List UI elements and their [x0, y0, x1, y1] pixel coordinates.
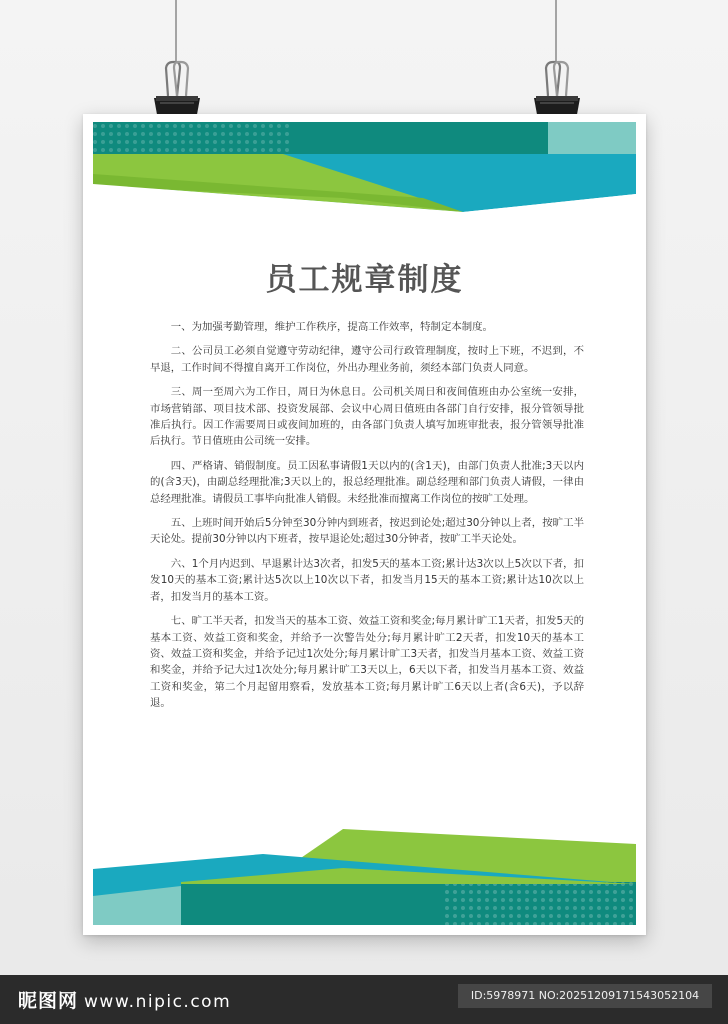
page-title: 员工规章制度	[265, 262, 464, 298]
rules-body	[150, 319, 584, 720]
rule-paragraph: 七、旷工半天者，扣发当天的基本工资、效益工资和奖金;每月累计旷工1天者，扣发5天的基本工资、效益工资和奖金，并给予一次警告处分;每月累计旷工2天者，扣发10天的基本工资、效益工资和奖金，并给予记过1次处分;每月累计旷工3天者，扣发当月基本工资、效益工资和奖金，并给予记大过1次处分;每月累计旷工3天以上，6天以下者，扣发当月基本工资、效益工资和奖金，第二个月起留用察看，发放基本工资;每月累计旷工6天以上者(含6天)，予以辞退。	[150, 615, 584, 710]
rule-paragraph: 四、严格请、销假制度。员工因私事请假1天以内的(含1天)，由部门负责人批准;3天以内的(含3天)，由副总经理批准;3天以上的，报总经理批准。副总经理和部门负责人请假，一律由总经理批准。请假员工事毕向批准人销假。未经批准而擅离工作岗位的按旷工处理。	[150, 459, 584, 505]
site-url: www.nipic.com	[84, 992, 232, 1012]
poster	[83, 114, 646, 935]
rule-paragraph: 六、1个月内迟到、早退累计达3次者，扣发5天的基本工资;累计达3次以上5次以下者，扣发10天的基本工资;累计达5次以上10次以下者，扣发当月15天的基本工资;累计达10次以上者，扣发当月的基本工资。	[150, 557, 584, 603]
footer-decoration	[83, 824, 646, 935]
rule-paragraph: 三、周一至周六为工作日，周日为休息日。公司机关周日和夜间值班由办公室统一安排，市场营销部、项目技术部、投资发展部、会议中心周日值班由各部门自行安排，报分管领导批准后执行。因工作需要周日或夜间加班的，由各部门负责人填写加班审批表，报分管领导批准后执行。节日值班由公司统一安排。	[150, 386, 584, 448]
rule-paragraph: 五、上班时间开始后5分钟至30分钟内到班者，按迟到论处;超过30分钟以上者，按旷工半天论处。提前30分钟以内下班者，按早退论处;超过30分钟者，按旷工半天论处。	[150, 517, 584, 546]
hanging-wire-icon	[0, 0, 728, 120]
logo-text: 昵图网	[18, 990, 79, 1012]
rule-paragraph: 一、为加强考勤管理，维护工作秩序，提高工作效率，特制定本制度。	[170, 321, 493, 333]
rule-paragraph: 二、公司员工必须自觉遵守劳动纪律，遵守公司行政管理制度，按时上下班，不迟到，不早退，工作时间不得擅自离开工作岗位，外出办理业务前，须经本部门负责人同意。	[150, 345, 584, 374]
image-id-label: ID:5978971 NO:20251209171543052104	[458, 984, 712, 1008]
binder-clip-icon	[150, 58, 204, 122]
header-decoration	[83, 114, 646, 229]
site-logo	[18, 986, 231, 1013]
binder-clip-icon	[530, 58, 584, 122]
